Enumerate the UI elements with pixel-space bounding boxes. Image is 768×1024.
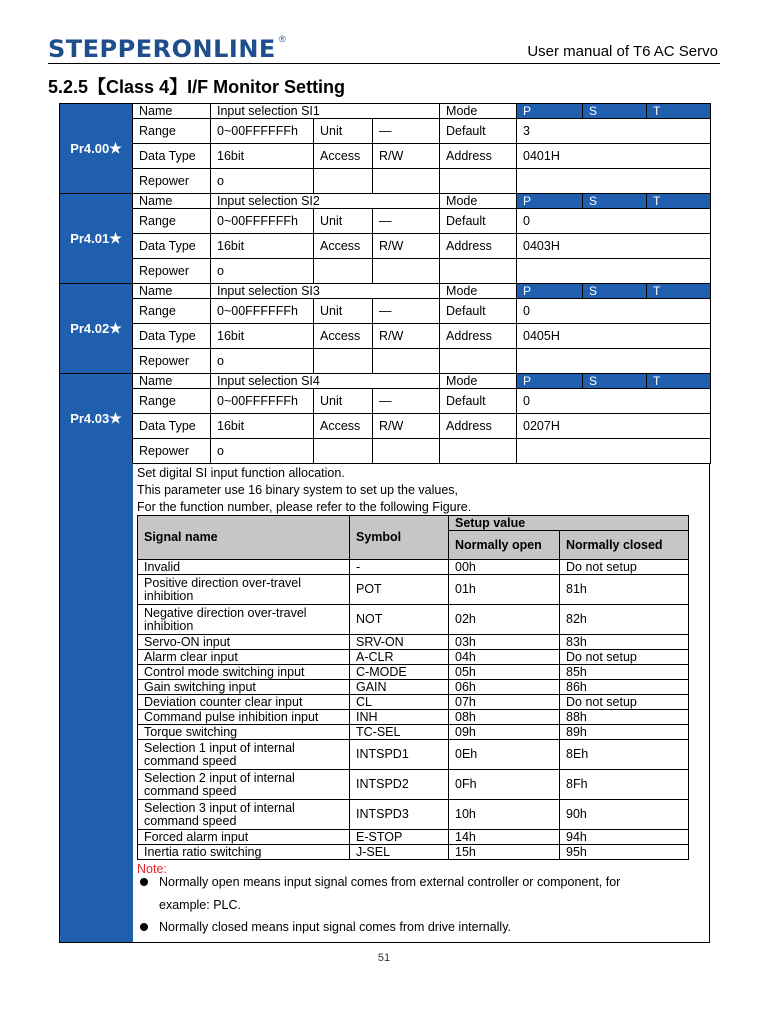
mode-s: S xyxy=(583,374,647,389)
param-name-value: Input selection SI2 xyxy=(211,194,440,209)
param-row xyxy=(60,169,711,194)
label-name: Name xyxy=(133,284,211,299)
param-row xyxy=(60,119,711,144)
empty-cell xyxy=(517,169,711,194)
empty-cell xyxy=(517,349,711,374)
normally-open-cell: 05h xyxy=(449,665,560,680)
label-range: Range xyxy=(133,209,211,234)
range-value: 0~00FFFFFFh xyxy=(211,389,314,414)
range-value: 0~00FFFFFFh xyxy=(211,299,314,324)
default-value: 3 xyxy=(517,119,711,144)
empty-cell xyxy=(373,259,440,284)
normally-open-cell: 0Eh xyxy=(449,740,560,770)
param-id-text: Pr4.02 xyxy=(70,321,110,336)
param-row xyxy=(60,194,711,209)
normally-closed-cell: 82h xyxy=(560,605,689,635)
manual-title: User manual of T6 AC Servo xyxy=(527,43,718,60)
default-value: 0 xyxy=(517,389,711,414)
signal-name-cell: Selection 3 input of internal command speed xyxy=(138,800,350,830)
page-number: 51 xyxy=(377,952,391,964)
signal-name-cell: Alarm clear input xyxy=(138,650,350,665)
mode-t: T xyxy=(647,104,711,119)
table-row xyxy=(138,695,689,710)
description-text xyxy=(137,465,471,516)
header-signal-name: Signal name xyxy=(138,516,350,560)
access-value: R/W xyxy=(373,414,440,439)
signal-name-cell: Torque switching xyxy=(138,725,350,740)
repower-value: o xyxy=(211,259,314,284)
signal-name-cell: Forced alarm input xyxy=(138,830,350,845)
param-row xyxy=(60,324,711,349)
label-data-type: Data Type xyxy=(133,144,211,169)
table-row xyxy=(138,830,689,845)
unit-value: — xyxy=(373,389,440,414)
header-symbol: Symbol xyxy=(350,516,449,560)
label-repower: Repower xyxy=(133,439,211,464)
empty-cell xyxy=(314,439,373,464)
param-row xyxy=(60,104,711,119)
mode-p: P xyxy=(517,104,583,119)
label-mode: Mode xyxy=(440,104,517,119)
table-row xyxy=(138,725,689,740)
mode-p: P xyxy=(517,284,583,299)
mode-t: T xyxy=(647,374,711,389)
symbol-cell: SRV-ON xyxy=(350,635,449,650)
param-id-text: Pr4.03 xyxy=(70,411,110,426)
label-access: Access xyxy=(314,144,373,169)
mode-p: P xyxy=(517,374,583,389)
table-row xyxy=(138,560,689,575)
param-id xyxy=(60,374,133,464)
mode-t: T xyxy=(647,194,711,209)
normally-open-cell: 14h xyxy=(449,830,560,845)
label-address: Address xyxy=(440,324,517,349)
mode-s: S xyxy=(583,104,647,119)
normally-closed-cell: 88h xyxy=(560,710,689,725)
default-value: 0 xyxy=(517,209,711,234)
symbol-cell: CL xyxy=(350,695,449,710)
normally-closed-cell: Do not setup xyxy=(560,650,689,665)
symbol-cell: POT xyxy=(350,575,449,605)
normally-open-cell: 01h xyxy=(449,575,560,605)
normally-open-cell: 04h xyxy=(449,650,560,665)
unit-value: — xyxy=(373,299,440,324)
param-row xyxy=(60,299,711,324)
symbol-cell: INH xyxy=(350,710,449,725)
section-title: 5.2.5【Class 4】I/F Monitor Setting xyxy=(48,77,346,97)
signal-name-cell: Negative direction over-travel inhibition xyxy=(138,605,350,635)
signal-name-cell: Invalid xyxy=(138,560,350,575)
label-default: Default xyxy=(440,119,517,144)
label-data-type: Data Type xyxy=(133,414,211,439)
normally-closed-cell: 85h xyxy=(560,665,689,680)
empty-cell xyxy=(373,169,440,194)
param-id-text: Pr4.01 xyxy=(70,231,110,246)
normally-closed-cell: Do not setup xyxy=(560,695,689,710)
empty-cell xyxy=(440,169,517,194)
label-address: Address xyxy=(440,234,517,259)
table-row xyxy=(138,605,689,635)
empty-cell xyxy=(373,439,440,464)
symbol-cell: INTSPD3 xyxy=(350,800,449,830)
star-icon: ★ xyxy=(109,410,122,426)
normally-open-cell: 09h xyxy=(449,725,560,740)
param-row xyxy=(60,414,711,439)
param-name-value: Input selection SI3 xyxy=(211,284,440,299)
mode-s: S xyxy=(583,194,647,209)
label-mode: Mode xyxy=(440,374,517,389)
symbol-cell: GAIN xyxy=(350,680,449,695)
normally-closed-cell: 90h xyxy=(560,800,689,830)
label-default: Default xyxy=(440,299,517,324)
description-line: For the function number, please refer to the following Figure. xyxy=(137,500,472,514)
parameter-table xyxy=(59,103,711,464)
label-range: Range xyxy=(133,299,211,324)
symbol-cell: NOT xyxy=(350,605,449,635)
symbol-cell: C-MODE xyxy=(350,665,449,680)
param-name-value: Input selection SI4 xyxy=(211,374,440,389)
empty-cell xyxy=(314,349,373,374)
note-label: Note: xyxy=(137,862,167,876)
note-item: Normally open means input signal comes from external controller or component, for example: PLC. xyxy=(137,871,697,917)
label-access: Access xyxy=(314,414,373,439)
label-access: Access xyxy=(314,234,373,259)
label-unit: Unit xyxy=(314,119,373,144)
symbol-cell: A-CLR xyxy=(350,650,449,665)
access-value: R/W xyxy=(373,324,440,349)
bullet-icon xyxy=(140,923,148,931)
table-row xyxy=(138,635,689,650)
normally-open-cell: 0Fh xyxy=(449,770,560,800)
normally-closed-cell: Do not setup xyxy=(560,560,689,575)
symbol-cell: TC-SEL xyxy=(350,725,449,740)
param-row xyxy=(60,234,711,259)
access-value: R/W xyxy=(373,144,440,169)
data-type-value: 16bit xyxy=(211,234,314,259)
signal-name-cell: Gain switching input xyxy=(138,680,350,695)
param-id xyxy=(60,194,133,284)
normally-open-cell: 15h xyxy=(449,845,560,860)
symbol-cell: J-SEL xyxy=(350,845,449,860)
table-row xyxy=(138,575,689,605)
header-normally-open: Normally open xyxy=(449,531,560,560)
normally-closed-cell: 8Fh xyxy=(560,770,689,800)
param-row xyxy=(60,259,711,284)
signal-name-cell: Positive direction over-travel inhibition xyxy=(138,575,350,605)
normally-open-cell: 03h xyxy=(449,635,560,650)
param-id xyxy=(60,104,133,194)
label-access: Access xyxy=(314,324,373,349)
table-row xyxy=(138,710,689,725)
table-row xyxy=(138,845,689,860)
label-repower: Repower xyxy=(133,349,211,374)
empty-cell xyxy=(440,349,517,374)
range-value: 0~00FFFFFFh xyxy=(211,209,314,234)
normally-open-cell: 10h xyxy=(449,800,560,830)
param-id-text: Pr4.00 xyxy=(70,141,110,156)
table-row xyxy=(138,665,689,680)
normally-open-cell: 06h xyxy=(449,680,560,695)
label-address: Address xyxy=(440,144,517,169)
label-data-type: Data Type xyxy=(133,234,211,259)
signal-name-cell: Inertia ratio switching xyxy=(138,845,350,860)
label-repower: Repower xyxy=(133,169,211,194)
note-item: Normally closed means input signal comes from drive internally. xyxy=(137,916,697,939)
param-row xyxy=(60,209,711,234)
table-row xyxy=(138,740,689,770)
signal-name-cell: Deviation counter clear input xyxy=(138,695,350,710)
normally-closed-cell: 81h xyxy=(560,575,689,605)
label-data-type: Data Type xyxy=(133,324,211,349)
default-value: 0 xyxy=(517,299,711,324)
unit-value: — xyxy=(373,209,440,234)
param-id xyxy=(60,284,133,374)
table-row xyxy=(138,800,689,830)
normally-closed-cell: 83h xyxy=(560,635,689,650)
description-line: Set digital SI input function allocation. xyxy=(137,466,345,480)
param-row xyxy=(60,284,711,299)
label-name: Name xyxy=(133,374,211,389)
header-setup-value: Setup value xyxy=(449,516,689,531)
label-range: Range xyxy=(133,389,211,414)
data-type-value: 16bit xyxy=(211,414,314,439)
data-type-value: 16bit xyxy=(211,324,314,349)
star-icon: ★ xyxy=(109,320,122,336)
mode-t: T xyxy=(647,284,711,299)
label-unit: Unit xyxy=(314,299,373,324)
mode-p: P xyxy=(517,194,583,209)
signal-function-table xyxy=(137,515,689,860)
label-default: Default xyxy=(440,209,517,234)
symbol-cell: - xyxy=(350,560,449,575)
label-mode: Mode xyxy=(440,194,517,209)
label-unit: Unit xyxy=(314,209,373,234)
normally-open-cell: 07h xyxy=(449,695,560,710)
address-value: 0207H xyxy=(517,414,711,439)
normally-closed-cell: 89h xyxy=(560,725,689,740)
param-row xyxy=(60,439,711,464)
unit-value: — xyxy=(373,119,440,144)
signal-name-cell: Selection 1 input of internal command speed xyxy=(138,740,350,770)
label-address: Address xyxy=(440,414,517,439)
symbol-cell: E-STOP xyxy=(350,830,449,845)
label-repower: Repower xyxy=(133,259,211,284)
data-type-value: 16bit xyxy=(211,144,314,169)
normally-closed-cell: 86h xyxy=(560,680,689,695)
signal-name-cell: Command pulse inhibition input xyxy=(138,710,350,725)
description-line: This parameter use 16 binary system to set up the values, xyxy=(137,483,458,497)
normally-closed-cell: 95h xyxy=(560,845,689,860)
symbol-cell: INTSPD2 xyxy=(350,770,449,800)
normally-closed-cell: 94h xyxy=(560,830,689,845)
normally-closed-cell: 8Eh xyxy=(560,740,689,770)
table-row xyxy=(138,680,689,695)
header-normally-closed: Normally closed xyxy=(560,531,689,560)
normally-open-cell: 08h xyxy=(449,710,560,725)
description-side-band xyxy=(60,463,133,942)
empty-cell xyxy=(314,169,373,194)
normally-open-cell: 00h xyxy=(449,560,560,575)
param-name-value: Input selection SI1 xyxy=(211,104,440,119)
mode-s: S xyxy=(583,284,647,299)
param-row xyxy=(60,144,711,169)
empty-cell xyxy=(517,259,711,284)
repower-value: o xyxy=(211,169,314,194)
empty-cell xyxy=(314,259,373,284)
bullet-icon xyxy=(140,878,148,886)
signal-name-cell: Servo-ON input xyxy=(138,635,350,650)
signal-name-cell: Selection 2 input of internal command speed xyxy=(138,770,350,800)
empty-cell xyxy=(517,439,711,464)
repower-value: o xyxy=(211,439,314,464)
address-value: 0405H xyxy=(517,324,711,349)
star-icon: ★ xyxy=(109,230,122,246)
stepperonline-logo: STEPPERONLINE ® xyxy=(48,34,286,63)
label-unit: Unit xyxy=(314,389,373,414)
label-mode: Mode xyxy=(440,284,517,299)
param-row xyxy=(60,374,711,389)
label-default: Default xyxy=(440,389,517,414)
param-row xyxy=(60,349,711,374)
address-value: 0403H xyxy=(517,234,711,259)
table-row xyxy=(138,650,689,665)
address-value: 0401H xyxy=(517,144,711,169)
label-name: Name xyxy=(133,194,211,209)
empty-cell xyxy=(373,349,440,374)
param-row xyxy=(60,389,711,414)
signal-name-cell: Control mode switching input xyxy=(138,665,350,680)
access-value: R/W xyxy=(373,234,440,259)
table-row xyxy=(138,770,689,800)
normally-open-cell: 02h xyxy=(449,605,560,635)
empty-cell xyxy=(440,259,517,284)
symbol-cell: INTSPD1 xyxy=(350,740,449,770)
repower-value: o xyxy=(211,349,314,374)
label-name: Name xyxy=(133,104,211,119)
range-value: 0~00FFFFFFh xyxy=(211,119,314,144)
page-header xyxy=(48,34,720,64)
empty-cell xyxy=(440,439,517,464)
label-range: Range xyxy=(133,119,211,144)
star-icon: ★ xyxy=(109,140,122,156)
